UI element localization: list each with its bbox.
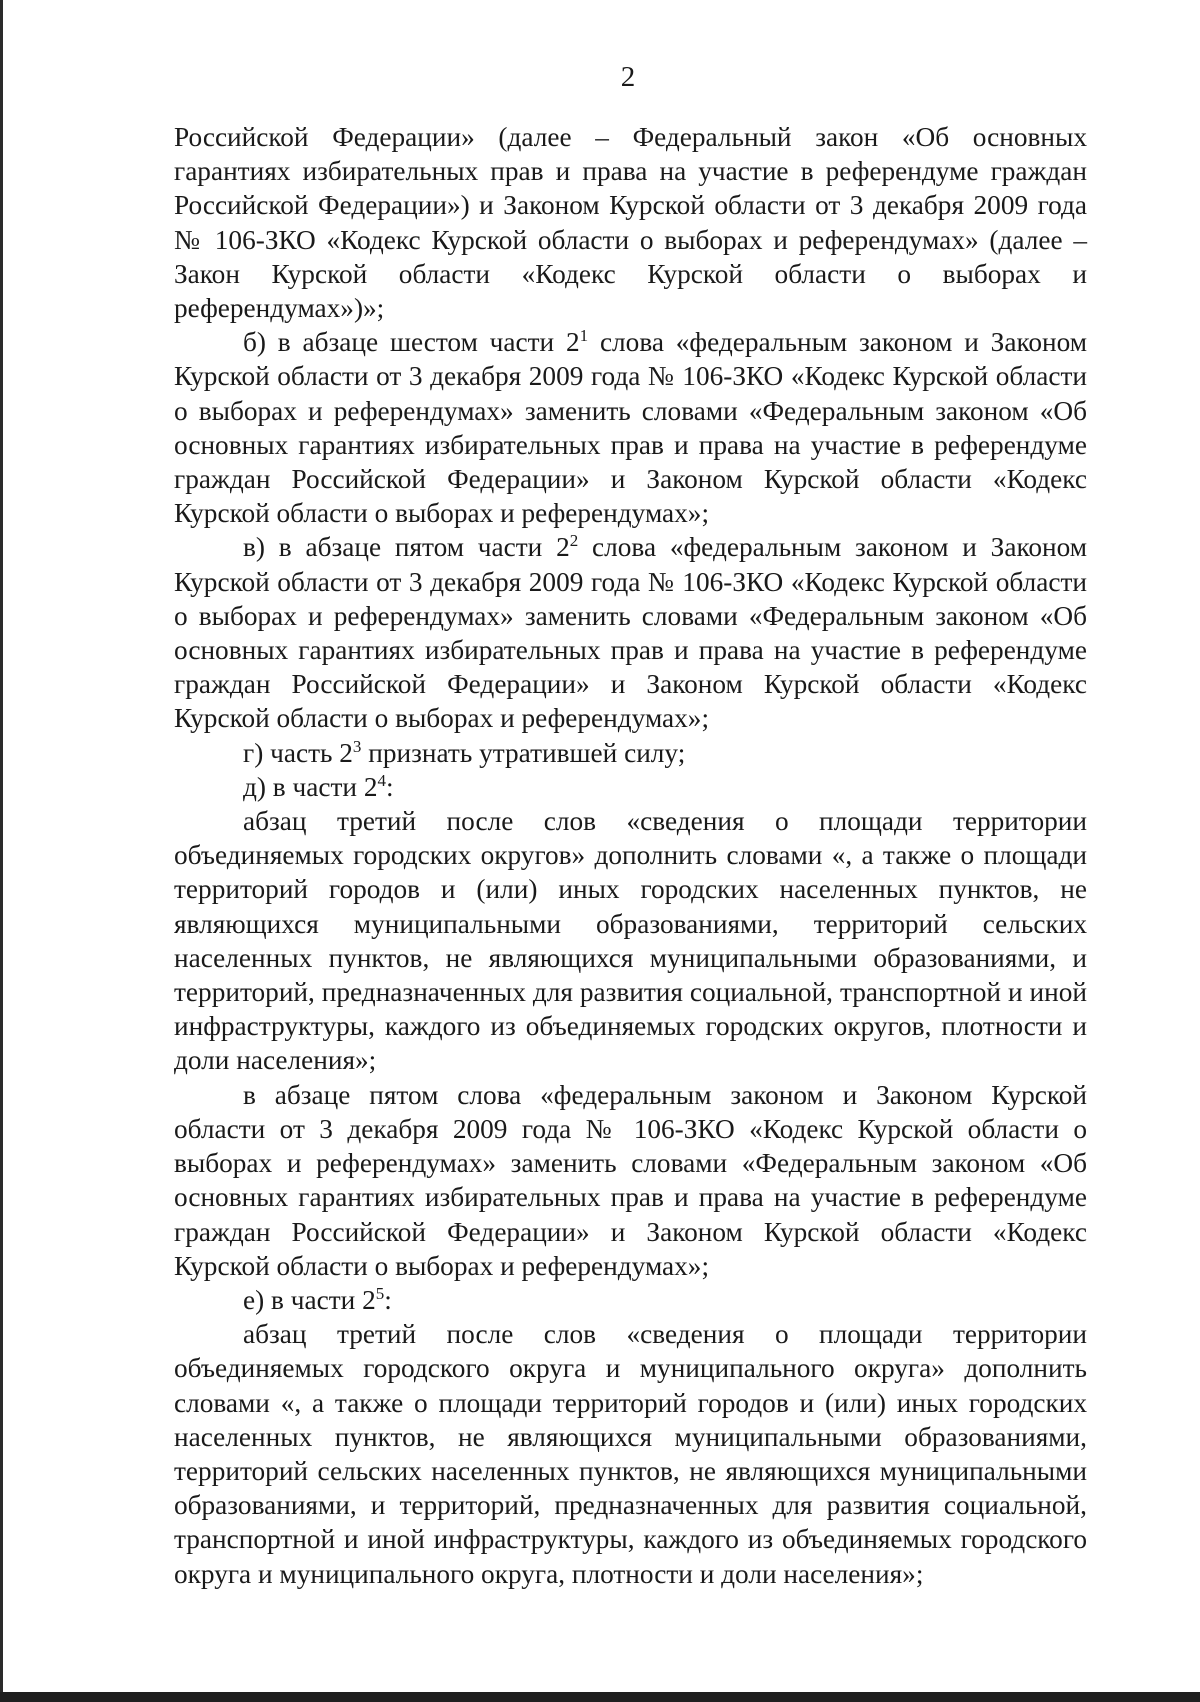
paragraph-continuation [174, 120, 1087, 325]
superscript-index: 3 [352, 736, 362, 756]
paragraph-d-fifth-abzac [174, 1078, 1087, 1283]
paragraph-text: : [384, 1284, 392, 1315]
paragraph-text: Российской Федерации» (далее – Федеральный закон «Об основных гарантиях избирательных прав и права на участие в референдуме граждан Российской Федерации») и Законом Курской области от 3 декабря 2009 года № 106-ЗКО «Кодекс Курской области о выборах и референдумах» (далее – Закон Курской области «Кодекс Курской области о выборах и референдумах»)»; [174, 122, 1087, 324]
scan-edge-left [0, 0, 3, 1702]
paragraph-item-e [174, 1283, 1087, 1317]
superscript-index: 1 [579, 326, 589, 346]
paragraph-text: : [386, 771, 394, 802]
paragraph-item-v [174, 530, 1087, 735]
superscript-index: 4 [377, 770, 386, 790]
paragraph-d-third-abzac [174, 804, 1087, 1078]
paragraph-text: в) в абзаце пятом части 2 [243, 532, 570, 563]
paragraph-text: г) часть 2 [243, 737, 353, 768]
scan-edge-bottom [0, 1692, 1200, 1702]
paragraph-e-third-abzac [174, 1317, 1087, 1591]
paragraph-text: е) в части 2 [243, 1284, 376, 1315]
paragraph-text: б) в абзаце шестом части 2 [243, 327, 580, 358]
superscript-index: 5 [375, 1283, 385, 1303]
paragraph-item-g [174, 736, 1087, 770]
paragraph-text: слова «федеральным законом и Законом Курской области от 3 декабря 2009 года № 106-ЗКО «Кодекс Курской области о выборах и референдумах» заменить словами «Федеральным законом «Об основных гарантиях избирательных прав и права на участие в референдуме граждан Российской Федерации» и Законом Курской области «Кодекс Курской области о выборах и референдумах»; [174, 327, 1087, 529]
paragraph-item-b [174, 325, 1087, 530]
paragraph-text: д) в части 2 [243, 771, 378, 802]
paragraph-text: в абзаце пятом слова «федеральным законом и Законом Курской области от 3 декабря 2009 года № 106-ЗКО «Кодекс Курской области о выборах и референдумах» заменить словами «Федеральным законом «Об основных гарантиях избирательных прав и права на участие в референдуме граждан Российской Федерации» и Законом Курской области «Кодекс Курской области о выборах и референдумах»; [174, 1079, 1087, 1281]
paragraph-text: признать утратившей силу; [361, 737, 686, 768]
superscript-index: 2 [569, 531, 579, 551]
paragraph-text: слова «федеральным законом и Законом Курской области от 3 декабря 2009 года № 106-ЗКО «Кодекс Курской области о выборах и референдумах» заменить словами «Федеральным законом «Об основных гарантиях избирательных прав и права на участие в референдуме граждан Российской Федерации» и Законом Курской области «Кодекс Курской области о выборах и референдумах»; [174, 532, 1087, 734]
page-number: 2 [620, 61, 636, 93]
paragraph-text: абзац третий после слов «сведения о площади территории объединяемых городского округа и муниципального округа» дополнить словами «, а также о площади территорий городов и (или) иных городских населенных пунктов, не являющихся муниципальными образованиями, территорий сельских населенных пунктов, не являющихся муниципальными образованиями, и территорий, предназначенных для развития социальной, транспортной и иной инфраструктуры, каждого из объединяемых городского округа и муниципального округа, плотности и доли населения»; [174, 1319, 1087, 1589]
paragraph-item-d [174, 770, 1087, 804]
paragraph-text: абзац третий после слов «сведения о площади территории объединяемых городских округов» дополнить словами «, а также о площади территорий городов и (или) иных городских населенных пунктов, не являющихся муниципальными образованиями, территорий сельских населенных пунктов, не являющихся муниципальными образованиями, и территорий, предназначенных для развития социальной, транспортной и иной инфраструктуры, каждого из объединяемых городских округов, плотности и доли населения»; [174, 806, 1087, 1076]
document-body [174, 120, 1087, 1591]
